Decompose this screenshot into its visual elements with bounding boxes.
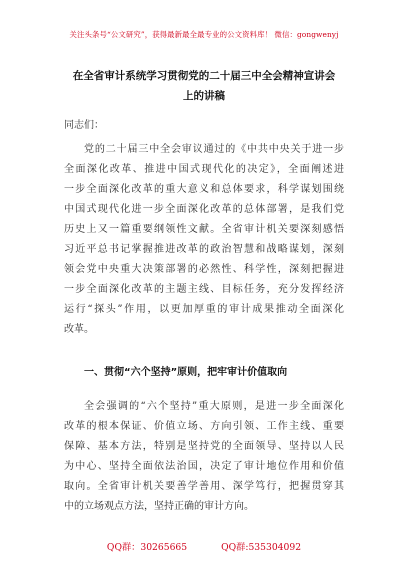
footer-qq-group-2: QQ群:535304092 (221, 542, 302, 553)
paragraph-line: 运行“探头”作用，以更加厚重的审计成果推动全面深化 (64, 304, 344, 315)
document-title-line2: 上的讲稿 (183, 90, 225, 102)
paragraph-line: 改革的根本保证、价值立场、方向引领、工作主线、重要 (64, 421, 344, 432)
paragraph-line: 中国式现代化进一步全面深化改革的总体部署，是我们党 (64, 204, 344, 215)
paragraph-line: 习近平总书记掌握推进改革的政治智慧和战略谋划，深刻 (64, 244, 344, 255)
paragraph-line: 全会强调的“六个坚持”重大原则，是进一步全面深化 (84, 401, 344, 412)
paragraph-line: 一步全面深化改革的重大意义和总体要求，科学谋划围绕 (64, 184, 344, 195)
paragraph-line: 保障、基本方法，特别是坚持党的全面领导、坚持以人民 (64, 441, 344, 452)
paragraph-line: 领会党中央重大决策部署的必然性、科学性，深刻把握进 (64, 264, 344, 275)
paragraph-line: 一步全面深化改革的主题主线、目标任务，充分发挥经济 (64, 284, 344, 295)
document-title-line1: 在全省审计系统学习贯彻党的二十届三中全会精神宣讲会 (72, 70, 336, 82)
salutation: 同志们： (64, 120, 104, 131)
paragraph-line: 党的二十届三中全会审议通过的《中共中央关于进一步 (84, 144, 344, 155)
paragraph-line: 历史上又一篇重要纲领性文献。全省审计机关要深刻感悟 (64, 224, 344, 235)
paragraph-line: 中的立场观点方法，坚持正确的审计方向。 (64, 501, 254, 512)
footer-qq-group-1: QQ群：30265665 (106, 542, 188, 553)
paragraph-line: 取向。全省审计机关要善学善用、深学笃行，把握贯穿其 (64, 481, 344, 492)
section-heading: 一、贯彻“六个坚持”原则，把牢审计价值取向 (84, 367, 288, 378)
paragraph-line: 改革。 (64, 324, 94, 335)
header-promo-banner: 关注头条号“公文研究”，获得最新最全最专业的公文资料库！ 微信：gongwenyj (69, 30, 339, 39)
paragraph-line: 为中心、坚持全面依法治国，决定了审计地位作用和价值 (64, 461, 344, 472)
footer-qq-groups (0, 539, 408, 553)
paragraph-line: 全面深化改革、推进中国式现代化的决定》，全面阐述进 (64, 164, 344, 175)
